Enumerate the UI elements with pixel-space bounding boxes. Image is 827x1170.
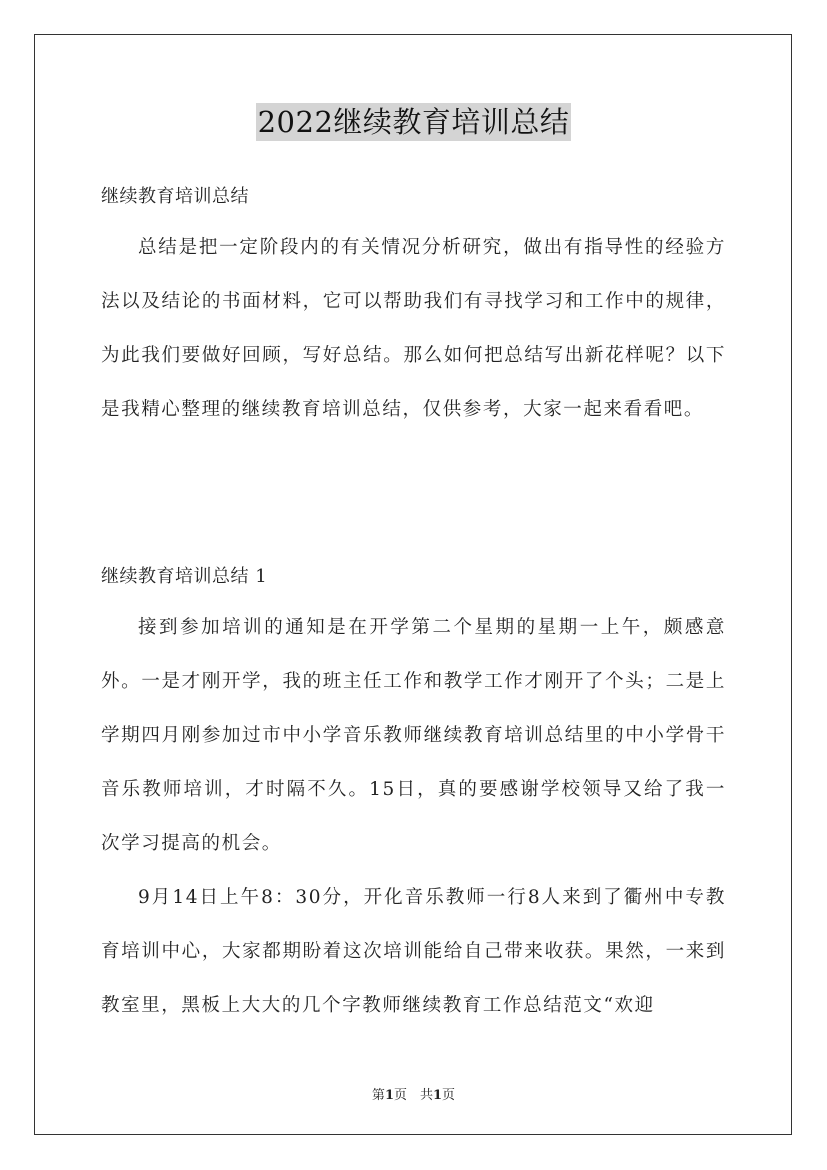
footer-page-prefix: 第	[371, 1088, 385, 1103]
page-footer	[0, 1084, 827, 1103]
section-paragraph-2: 9月14日上午8：30分，开化音乐教师一行8人来到了衢州中专教育培训中心，大家都期盼着这次培训能给自己带来收获。果然，一来到教室里，黑板上大大的几个字教师继续教育工作总结范文“欢迎	[101, 887, 726, 1016]
intro-heading: 继续教育培训总结	[101, 186, 249, 207]
section-heading: 继续教育培训总结 1	[101, 566, 268, 587]
footer-page-mid: 页 共	[393, 1088, 433, 1103]
footer-total-pages: 1	[433, 1088, 443, 1103]
document-title	[0, 100, 827, 141]
footer-page-number: 1	[384, 1088, 394, 1103]
section-paragraph-1: 接到参加培训的通知是在开学第二个星期的星期一上午，颇感意外。一是才刚开学，我的班主任工作和教学工作才刚开了个头；二是上学期四月刚参加过市中小学音乐教师继续教育培训总结里的中小学骨干音乐教师培训，才时隔不久。15日，真的要感谢学校领导又给了我一次学习提高的机会。	[101, 617, 726, 854]
intro-paragraph: 总结是把一定阶段内的有关情况分析研究，做出有指导性的经验方法以及结论的书面材料，它可以帮助我们有寻找学习和工作中的规律，为此我们要做好回顾，写好总结。那么如何把总结写出新花样呢？以下是我精心整理的继续教育培训总结，仅供参考，大家一起来看看吧。	[101, 237, 726, 420]
footer-page-suffix: 页	[442, 1088, 456, 1103]
document-title-text: 2022继续教育培训总结	[257, 105, 570, 139]
